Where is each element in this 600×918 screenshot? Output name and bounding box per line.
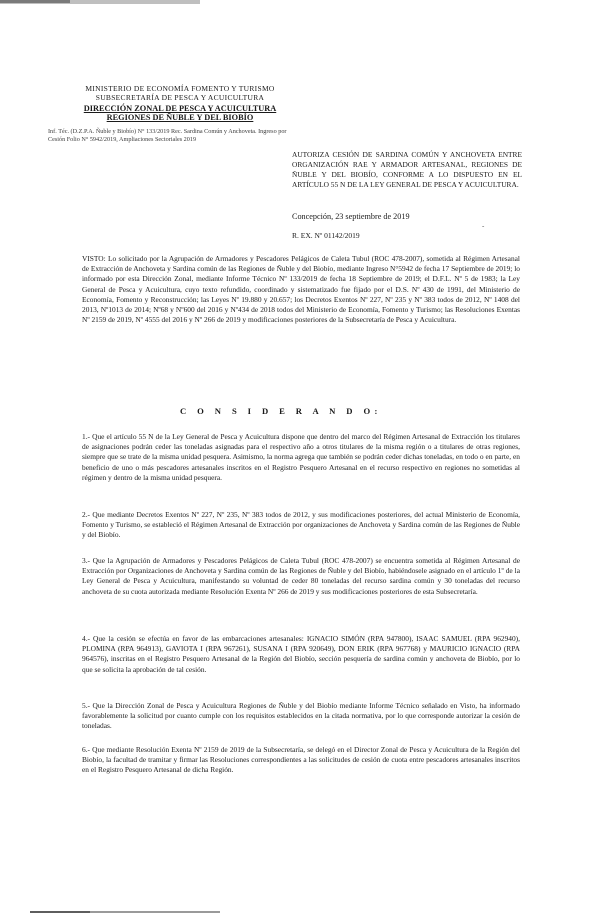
considerando-5: 5.- Que la Dirección Zonal de Pesca y Acuicultura Regiones de Ñuble y del Biobío mediante Informe Técnico señalado en Visto, ha informado favorablemente la solicitud por cuanto cumple con los requisitos establecidos en la citada normativa, por lo que corresponde autorizar la cesión de toneladas. — [82, 701, 520, 731]
considerando-heading: C O N S I D E R A N D O: — [180, 406, 382, 416]
place-date: Concepción, 23 septiembre de 2019 — [292, 212, 410, 221]
subsecretariat-line: SUBSECRETARÍA DE PESCA Y ACUICULTURA — [95, 93, 265, 102]
margin-mark: - — [482, 222, 485, 230]
resolution-number: R. EX. Nº 01142/2019 — [292, 231, 360, 240]
considerando-4: 4.- Que la cesión se efectúa en favor de las embarcaciones artesanales: IGNACIO SIMÓN (RPA 947800), ISAAC SAMUEL (RPA 962940), PLOMINA (RPA 964913), GAVIOTA I (RPA 967261), SUSANA I (RPA 920649), DON ERIK (RPA 967768) y MAURICIO IGNACIO (RPA 964576), inscritas en el Registro Pesquero Artesanal de la Región del Biobío, sección pesquería de sardina común y anchoveta de Biobío, por lo que se solicita la aprobación de tal cesión. — [82, 634, 520, 674]
reference-note: Inf. Téc. (D.Z.P.A. Ñuble y Biobío) N° 133/2019 Rec. Sardina Común y Anchoveta. Ingreso por Cesión Folio N° 5942/2019, Ampliaciones Sectoriales 2019 — [48, 128, 287, 143]
considerando-1: 1.- Que el artículo 55 N de la Ley General de Pesca y Acuicultura dispone que dentro del marco del Régimen Artesanal de Extracción los titulares de asignaciones podrán ceder las toneladas asignadas para el respectivo año a otros titulares de la misma región o a titulares de otras regiones, siempre que se trate de la misma unidad pesquera. Asimismo, la norma agrega que también se podrán ceder dichas toneladas, en todo o en parte, en beneficio de uno o más pescadores artesanales inscritos en el Registro Pesquero Artesanal en el recurso respectivo en regiones no sometidas al régimen y dentro de la misma unidad pesquera. — [82, 432, 520, 482]
page-bottom-scan-mark — [30, 911, 90, 913]
document-letterhead — [60, 84, 300, 122]
page-top-scan-mark — [0, 0, 70, 3]
resolution-subject: AUTORIZA CESIÓN DE SARDINA COMÚN Y ANCHOVETA ENTRE ORGANIZACIÓN RAE Y ARMADOR ARTESANAL, REGIONES DE ÑUBLE Y DEL BIOBÍO, CONFORME A LO DISPUESTO EN EL ARTÍCULO 55 N DE LA LEY GENERAL DE PESCA Y ACUICULTURA. — [292, 150, 522, 189]
ministry-line: MINISTERIO DE ECONOMÍA FOMENTO Y TURISMO — [85, 84, 275, 93]
visto-paragraph: VISTO: Lo solicitado por la Agrupación de Armadores y Pescadores Pelágicos de Caleta Tubul (ROC 478-2007), sometida al Régimen Artesanal de Extracción de Anchoveta y Sardina común de las Regiones de Ñuble y del Biobío, mediante Ingreso N°5942 de fecha 17 Septiembre de 2019; lo informado por esta Dirección Zonal, mediante Informe Técnico Nº 133/2019 de fecha 18 Septiembre de 2019; el D.F.L. Nº 5 de 1983; la Ley General de Pesca y Acuicultura, cuyo texto refundido, coordinado y sistematizado fue fijado por el D.S. Nº 430 de 1991, del Ministerio de Economía, Fomento y Reconstrucción; las Leyes Nº 19.880 y 20.657; los Decretos Exentos Nº 227, Nº 235 y Nº 383 todos de 2012, Nº 1408 del 2013, Nº1013 de 2014; Nº68 y Nº600 del 2016 y Nº434 de 2018 todos del Ministerio de Economía, Fomento y Turismo; las Resoluciones Exentas Nº 2159 de 2019, Nº 4555 del 2016 y Nº 266 de 2019 y modificaciones posteriores de la Subsecretaría de Pesca y Acuicultura. — [82, 254, 520, 325]
considerando-2: 2.- Que mediante Decretos Exentos Nº 227, Nº 235, Nº 383 todos de 2012, y sus modificaciones posteriores, del actual Ministerio de Economía, Fomento y Turismo, se estableció el Régimen Artesanal de Extracción por organizaciones de Anchoveta y Sardina común de las Regiones de Ñuble y del Biobío. — [82, 510, 520, 540]
considerando-6: 6.- Que mediante Resolución Exenta Nº 2159 de 2019 de la Subsecretaría, se delegó en el Director Zonal de Pesca y Acuicultura de la Región del Biobío, la facultad de tramitar y firmar las Resoluciones correspondientes a las solicitudes de cesión de cuota entre pescadores artesanales inscritos en el Registro Pesquero Artesanal de dicha Región. — [82, 745, 520, 775]
zonal-direction-line: DIRECCIÓN ZONAL DE PESCA Y ACUICULTURA — [83, 104, 277, 113]
regions-line: REGIONES DE ÑUBLE Y DEL BIOBÍO — [106, 113, 254, 122]
considerando-3: 3.- Que la Agrupación de Armadores y Pescadores Pelágicos de Caleta Tubul (ROC 478-2007) se encuentra sometida al Régimen Artesanal de Extracción por Organizaciones de Anchoveta y Sardina común de las Regiones de Ñuble y del Biobío, habiéndosele asignado en el artículo 1º de la Ley General de Pesca y Acuicultura, manifestando su voluntad de ceder 80 toneladas del recurso sardina común y 30 toneladas del recurso anchoveta de su cuota autorizada mediante Resolución Exenta Nº 266 de 2019 y sus modificaciones posteriores de esta Subsecretaría. — [82, 556, 520, 596]
